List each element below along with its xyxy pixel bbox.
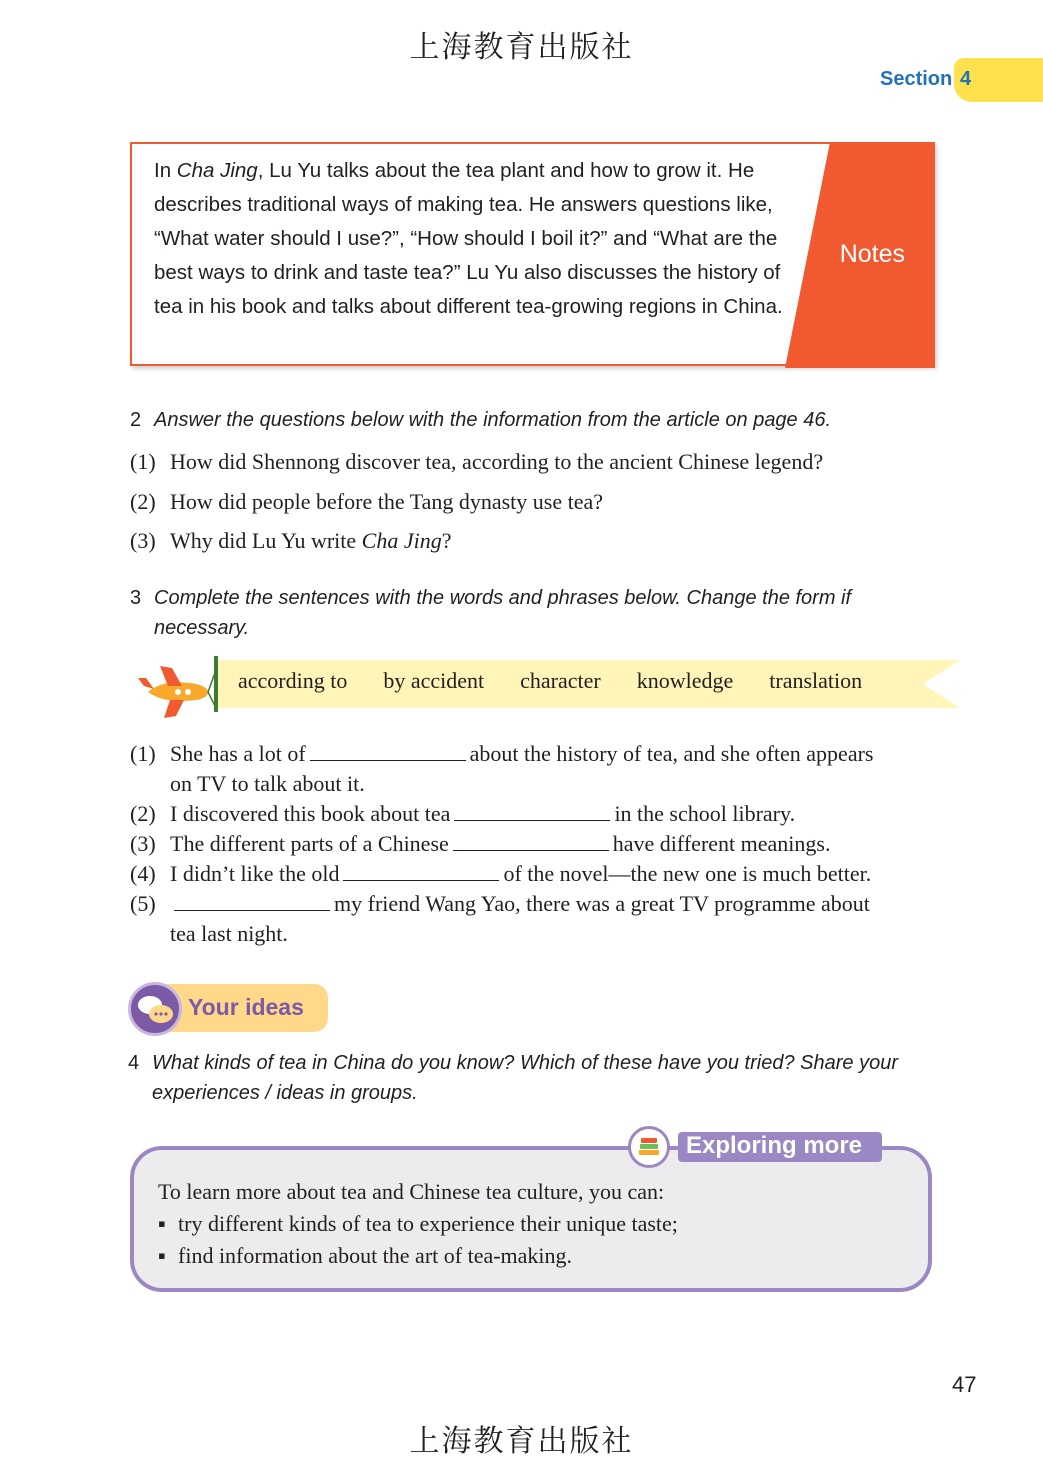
bullet-text: find information about the art of tea-making. (178, 1243, 573, 1268)
exercise-text: have different meanings. (612, 831, 831, 856)
exercise-number: (5) (130, 891, 156, 916)
exercise-text: about the history of tea, and she often appears (469, 741, 874, 766)
task2-number: 2 (130, 409, 142, 431)
answer-blank[interactable] (343, 859, 499, 881)
exercise-4 (130, 859, 940, 889)
exercise-5 (130, 889, 940, 949)
task4-instruction-line2: experiences / ideas in groups. (152, 1082, 418, 1104)
exploring-bullet-2 (158, 1240, 678, 1272)
answer-blank[interactable] (454, 799, 610, 821)
question-text: How did Shennong discover tea, according to the ancient Chinese legend? (170, 449, 824, 474)
page-number: 47 (952, 1372, 977, 1397)
task4-instruction (128, 1048, 898, 1108)
question-text: Why did Lu Yu write (170, 528, 362, 553)
airplane-icon (134, 656, 216, 722)
task4-number: 4 (128, 1052, 140, 1074)
speech-bubbles-icon (128, 982, 182, 1036)
exercise-text: my friend Wang Yao, there was a great TV programme about (334, 891, 870, 916)
bullet-text: try different kinds of tea to experience their unique taste; (178, 1211, 678, 1236)
exploring-intro: To learn more about tea and Chinese tea culture, you can: (158, 1179, 665, 1204)
exercise-text: in the school library. (614, 801, 796, 826)
question-number: (1) (130, 449, 156, 474)
exercise-2 (130, 799, 940, 829)
bullet-icon: ▪ (158, 1211, 166, 1236)
notes-text (154, 154, 814, 324)
word-bank-item: by accident (383, 668, 485, 693)
word-bank-item: according to (238, 668, 348, 693)
notes-book-title: Cha Jing (176, 159, 258, 182)
publisher-watermark-bottom: 上海教育出版社 (409, 1424, 634, 1459)
bullet-icon: ▪ (158, 1243, 166, 1268)
word-bank (134, 656, 960, 712)
exercise-text: I discovered this book about tea (170, 801, 451, 826)
notes-text-rest: , Lu Yu talks about the tea plant and how to grow it. He describes traditional ways of making tea. He answers questions like, “What water should I use?”, “How should I boil it?” and “What are the best ways to drink and taste tea?” Lu Yu also discusses the history of tea in his book and talks about different tea-growing regions in China. (154, 159, 783, 318)
exercise-number: (3) (130, 831, 156, 856)
question-1 (130, 447, 823, 477)
exercise-number: (4) (130, 861, 156, 886)
exercise-text: I didn’t like the old (170, 861, 340, 886)
your-ideas-header (128, 982, 328, 1034)
question-text: How did people before the Tang dynasty use tea? (170, 489, 604, 514)
answer-blank[interactable] (453, 829, 609, 851)
publisher-watermark-top: 上海教育出版社 (409, 30, 634, 65)
word-bank-item: character (520, 668, 601, 693)
question-book-title: Cha Jing (361, 528, 442, 553)
section-tag (876, 58, 1043, 102)
notes-text-start: In (154, 159, 177, 182)
exploring-more-body (158, 1176, 678, 1272)
question-3 (130, 526, 451, 556)
answer-blank[interactable] (310, 739, 466, 761)
question-text-end: ? (441, 528, 452, 553)
exploring-bullet-1 (158, 1208, 678, 1240)
your-ideas-label: Your ideas (188, 994, 304, 1020)
task3-instruction (130, 583, 851, 643)
question-2 (130, 487, 603, 517)
exploring-more-tag (628, 1126, 888, 1170)
question-number: (3) (130, 528, 156, 553)
task2-instruction-text: Answer the questions below with the information from the article on page 46. (154, 409, 832, 431)
answer-blank[interactable] (174, 889, 330, 911)
task3-instruction-line2: necessary. (154, 617, 250, 639)
exercise-3 (130, 829, 940, 859)
exercise-continuation: tea last night. (170, 921, 288, 946)
task4-instruction-line1: What kinds of tea in China do you know? Which of these have you tried? Share your (152, 1052, 898, 1074)
task2-instruction (130, 405, 831, 435)
task3-instruction-line1: Complete the sentences with the words and phrases below. Change the form if (154, 587, 852, 609)
exercise-number: (1) (130, 741, 156, 766)
question-number: (2) (130, 489, 156, 514)
word-bank-words (238, 668, 898, 694)
exploring-more-label: Exploring more (686, 1132, 863, 1159)
exercise-text: She has a lot of (170, 741, 306, 766)
word-bank-item: knowledge (636, 668, 734, 693)
task3-number: 3 (130, 587, 142, 609)
notes-box (130, 142, 935, 366)
section-label: Section (880, 68, 953, 90)
exercise-continuation: on TV to talk about it. (170, 771, 365, 796)
exercise-1 (130, 739, 940, 799)
books-icon (628, 1126, 670, 1168)
word-bank-item: translation (769, 668, 863, 693)
exercise-text: of the novel—the new one is much better. (503, 861, 872, 886)
notes-label: Notes (839, 240, 905, 268)
exercise-text: The different parts of a Chinese (170, 831, 449, 856)
exercise-number: (2) (130, 801, 156, 826)
section-number: 4 (960, 68, 972, 90)
